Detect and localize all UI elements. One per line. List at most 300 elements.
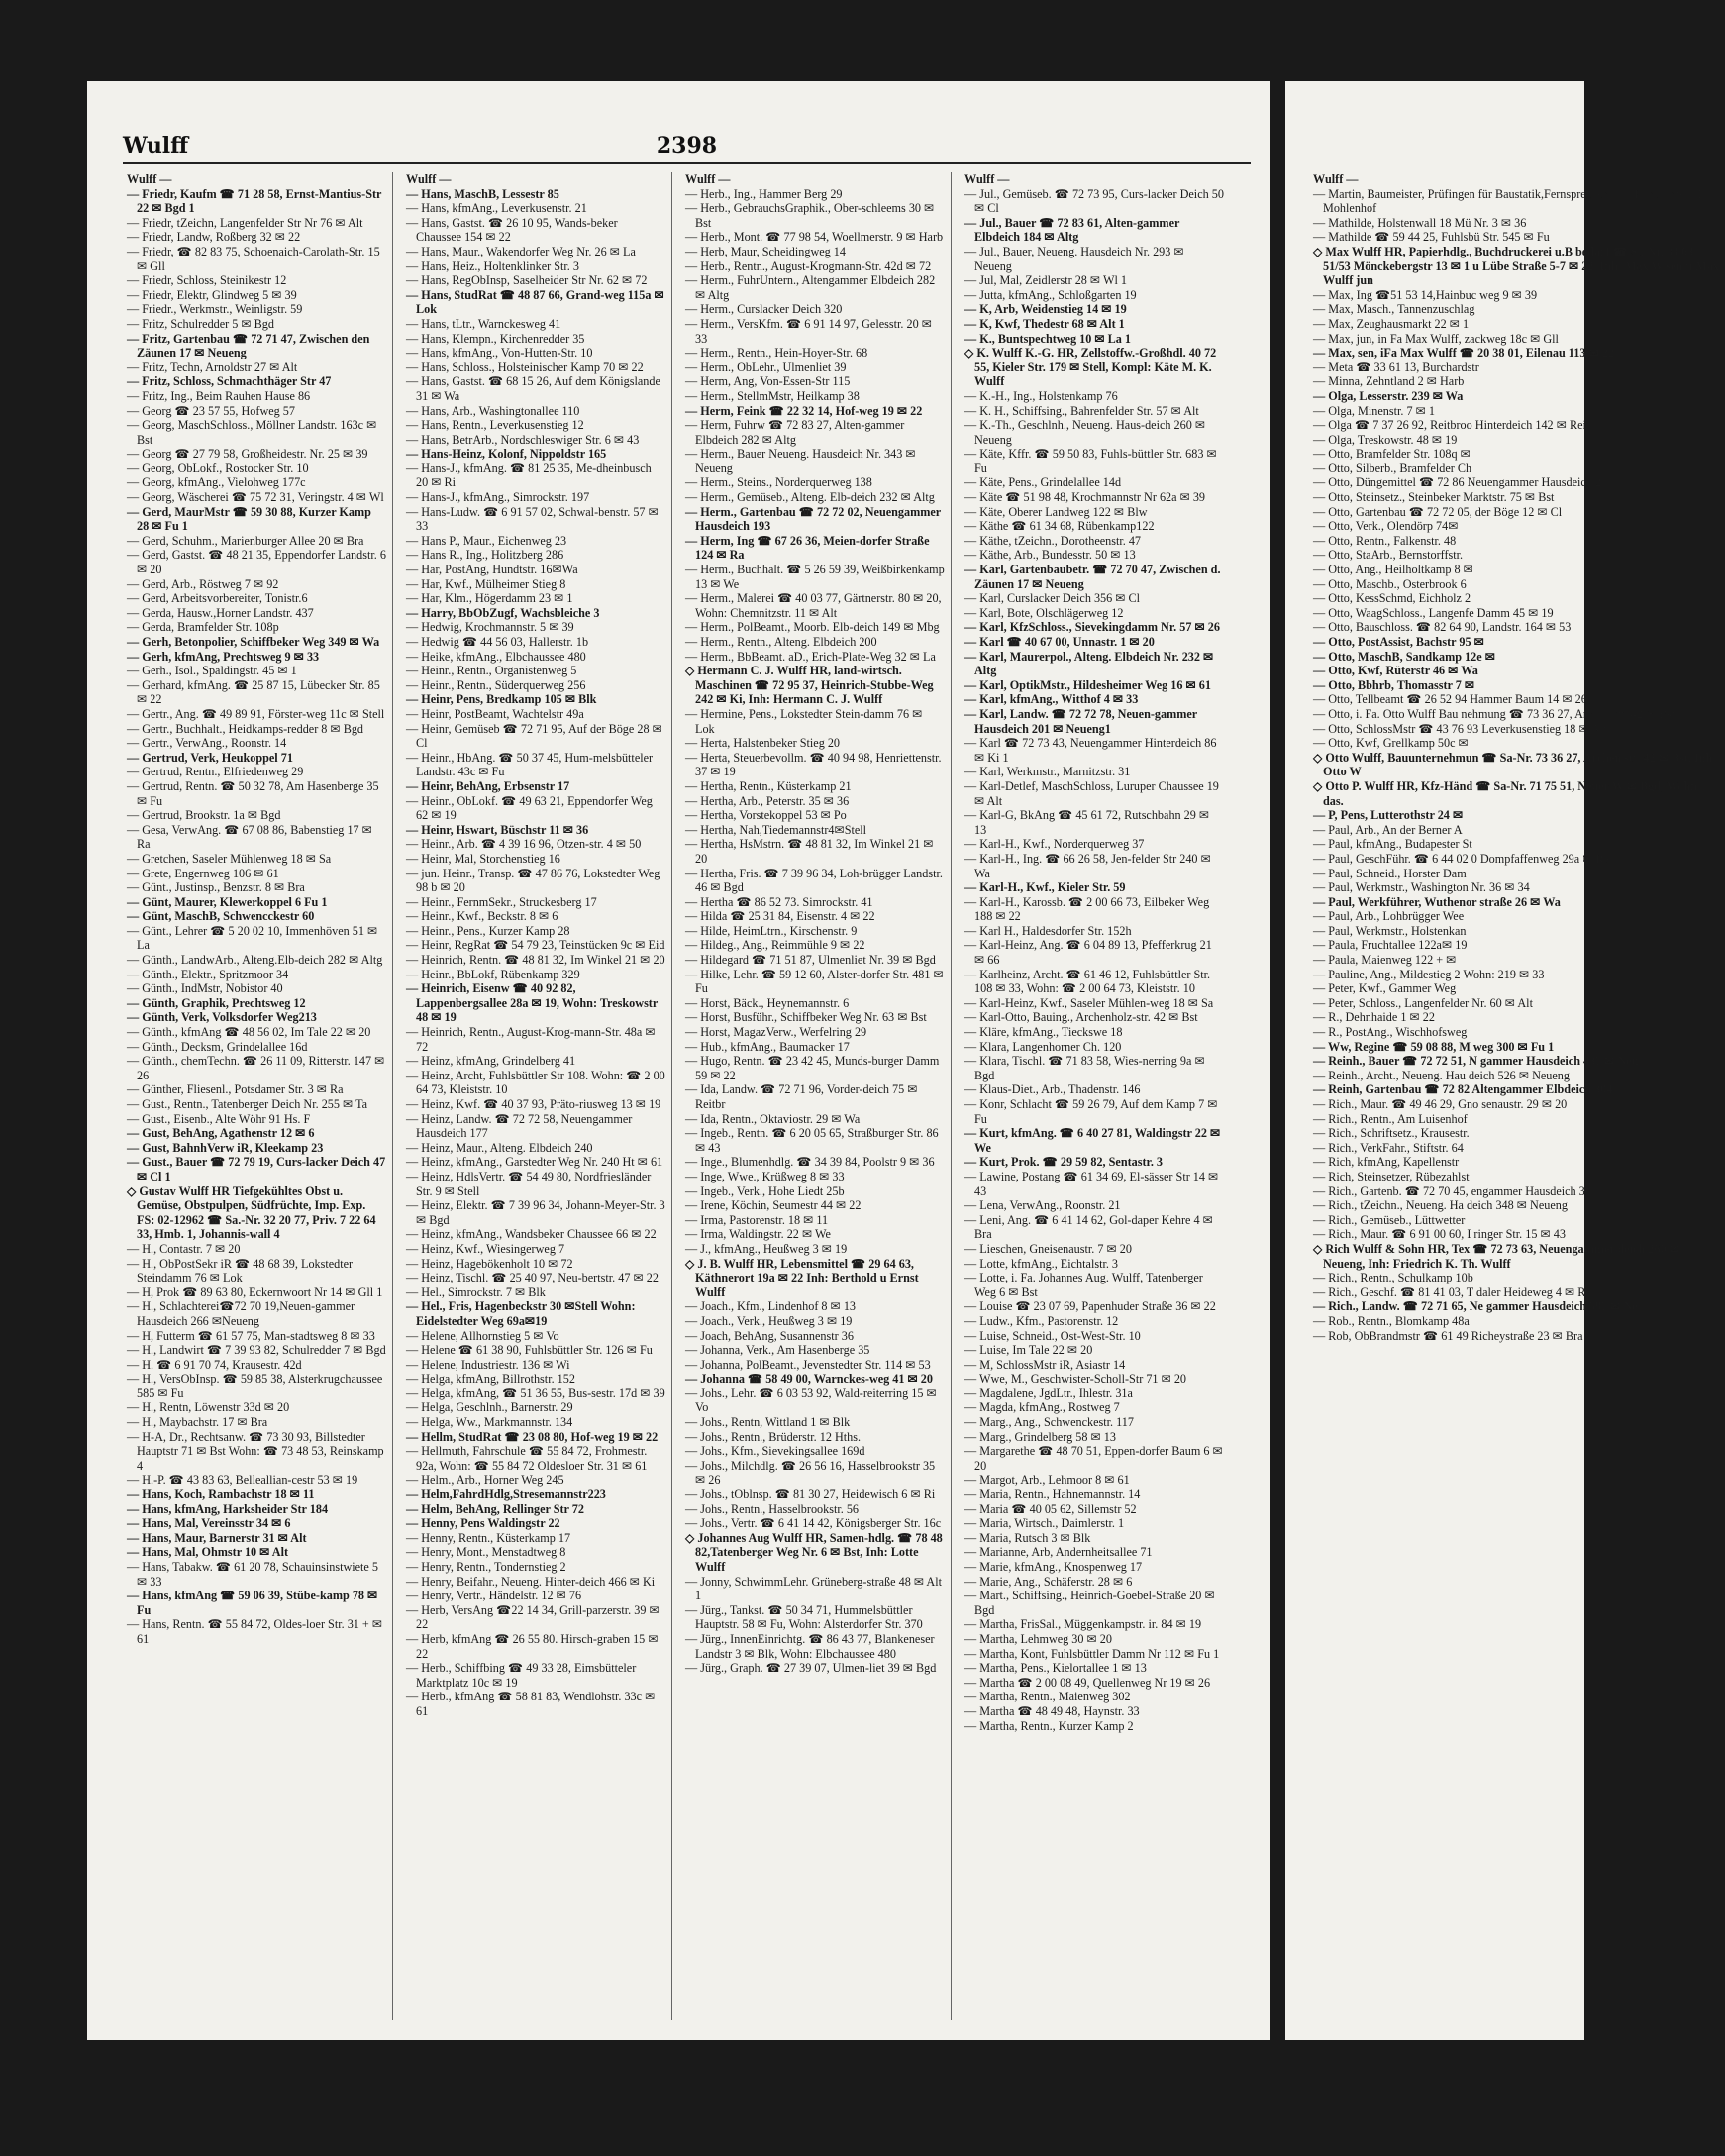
directory-entry: — Karl, kfmAng., Witthof 4 ✉ 33 bbox=[964, 692, 1139, 707]
directory-entry: — Gerd, Schuhm., Marienburger Allee 20 ✉ Bra bbox=[127, 533, 364, 548]
directory-entry: — Henny, Pens Waldingstr 22 bbox=[406, 1516, 560, 1531]
directory-entry: — Gretchen, Saseler Mühlenweg 18 ✉ Sa bbox=[127, 851, 332, 866]
directory-entry: — Paul, Arb., An der Berner A bbox=[1313, 822, 1463, 837]
directory-entry: — Har, Klm., Högerdamm 23 ✉ 1 bbox=[406, 591, 573, 606]
directory-entry: — Gerda, Hausw.,Horner Landstr. 437 bbox=[127, 605, 314, 620]
directory-entry: — Reinh., Bauer ☎ 72 72 51, N gammer Hausdeich 437 ✉ Neu bbox=[1313, 1054, 1639, 1069]
directory-entry: — Herm., Rentn., Hein-Hoyer-Str. 68 bbox=[685, 346, 868, 360]
directory-entry: — Günth., kfmAng ☎ 48 56 02, Im Tale 22 ✉ 20 bbox=[127, 1025, 371, 1040]
directory-entry: — Käte ☎ 51 98 48, Krochmannstr Nr 62a ✉ 39 bbox=[964, 490, 1206, 505]
directory-entry: — Martha, Pens., Kielortallee 1 ✉ 13 bbox=[964, 1661, 1147, 1676]
directory-entry: — Gertrud, Rentn., Elfriedenweg 29 bbox=[127, 765, 304, 779]
firm-entry: ◇ Gustav Wulff HR Tiefgekühltes Obst u. Gemüse, Obstpulpen, Südfrüchte, Imp. Exp. FS: 02-12962 ☎ Sa.-Nr. 32 20 77, Priv. 7 22 64 33, Hmb. 1, Johannis-wall 4 bbox=[127, 1183, 376, 1242]
directory-entry: — Helga, Geschlnh., Barnerstr. 29 bbox=[406, 1400, 573, 1415]
directory-entry: — Heinr., Rentn., Süderquerweg 256 bbox=[406, 677, 586, 692]
directory-entry: — Hans-Ludw. ☎ 6 91 57 02, Schwal-benstr. 57 ✉ 33 bbox=[406, 504, 659, 534]
directory-entry: — Marg., Ang., Schwenckestr. 117 bbox=[964, 1415, 1134, 1430]
directory-entry: — Jürg., Graph. ☎ 27 39 07, Ulmen-liet 39 ✉ Bgd bbox=[685, 1661, 937, 1676]
directory-entry: — Helene, Industriestr. 136 ✉ Wi bbox=[406, 1357, 570, 1372]
column-heading: Wulff — bbox=[406, 172, 452, 186]
directory-entry: — R., Dehnhaide 1 ✉ 22 bbox=[1313, 1010, 1435, 1025]
directory-entry: — Heinr, Mal, Storchenstieg 16 bbox=[406, 851, 560, 866]
directory-entry: — Karl-H., Karossb. ☎ 2 00 66 73, Eilbeker Weg 188 ✉ 22 bbox=[964, 894, 1210, 924]
directory-entry: — Joach., Kfm., Lindenhof 8 ✉ 13 bbox=[685, 1299, 857, 1314]
directory-entry: — Friedr, ☎ 82 83 75, Schoenaich-Carolath-Str. 15 ✉ Gll bbox=[127, 244, 380, 273]
directory-entry: — Hans, BetrArb., Nordschleswiger Str. 6 ✉ 43 bbox=[406, 432, 640, 447]
directory-entry: — Johanna ☎ 58 49 00, Warnckes-weg 41 ✉ 20 bbox=[685, 1372, 933, 1386]
directory-entry: — Karl, KfzSchloss., Sievekingdamm Nr. 57 ✉ 26 bbox=[964, 620, 1220, 635]
directory-entry: — Johs., Rentn., Brüderstr. 12 Hths. bbox=[685, 1429, 862, 1444]
directory-entry: — Olga, Minenstr. 7 ✉ 1 bbox=[1313, 403, 1435, 418]
directory-entry: — Max, Masch., Tannenzuschlag bbox=[1313, 302, 1475, 317]
directory-entry: — Herm., ObLehr., Ulmenliet 39 bbox=[685, 359, 847, 374]
directory-entry: — Günt., Lehrer ☎ 5 20 02 10, Immenhöven 51 ✉ La bbox=[127, 923, 378, 953]
directory-entry: — Friedr, Elektr, Glindweg 5 ✉ 39 bbox=[127, 287, 297, 302]
next-page-column bbox=[1309, 172, 1719, 2020]
directory-entry: — Hertha, Vorstekoppel 53 ✉ Po bbox=[685, 808, 847, 823]
directory-entry: — Hans, Arb., Washingtonallee 110 bbox=[406, 403, 580, 418]
directory-entry: — Pauline, Ang., Mildestieg 2 Wohn: 219 ✉ 33 bbox=[1313, 967, 1545, 981]
directory-entry: — Helene ☎ 61 38 90, Fuhlsbüttler Str. 126 ✉ Fu bbox=[406, 1343, 653, 1358]
directory-entry: — Gust., Bauer ☎ 72 79 19, Curs-lacker Deich 47 ✉ Cl 1 bbox=[127, 1155, 386, 1183]
directory-entry: — Hans, Tabakw. ☎ 61 20 78, Schauinsinstwiete 5 ✉ 33 bbox=[127, 1560, 378, 1589]
directory-entry: — J., kfmAng., Heußweg 3 ✉ 19 bbox=[685, 1241, 848, 1256]
directory-entry: — Heinrich, Rentn. ☎ 48 81 32, Im Winkel 21 ✉ 20 bbox=[406, 953, 665, 968]
directory-entry: — Hans, Klempn., Kirchenredder 35 bbox=[406, 331, 585, 346]
directory-entry: — Maria, Rutsch 3 ✉ Blk bbox=[964, 1530, 1091, 1545]
directory-entry: — Luise, Schneid., Ost-West-Str. 10 bbox=[964, 1328, 1141, 1343]
directory-entry: — Klara, Tischl. ☎ 71 83 58, Wies-nerring 9a ✉ Bgd bbox=[964, 1054, 1205, 1082]
directory-entry: — Heinr, Pens, Bredkamp 105 ✉ Blk bbox=[406, 692, 597, 707]
directory-entry: — Otto, Ang., Heilholtkamp 8 ✉ bbox=[1313, 563, 1473, 577]
directory-entry: — H., Schlachterei☎72 70 19,Neuen-gammer Hausdeich 266 ✉Neueng bbox=[127, 1299, 355, 1328]
directory-entry: — Günt., Justinsp., Benzstr. 8 ✉ Bra bbox=[127, 880, 305, 895]
directory-entry: — Heinz, kfmAng, Grindelberg 41 bbox=[406, 1054, 576, 1069]
directory-entry: — Marianne, Arb, Andernheitsallee 71 bbox=[964, 1545, 1153, 1560]
directory-entry: — Hellm, StudRat ☎ 23 08 80, Hof-weg 19 ✉ 22 bbox=[406, 1429, 659, 1444]
directory-column bbox=[402, 172, 672, 2020]
directory-entry: — Gust, BehAng, Agathenstr 12 ✉ 6 bbox=[127, 1126, 315, 1141]
directory-entry: — Mart., Schiffsing., Heinrich-Goebel-Straße 20 ✉ Bgd bbox=[964, 1589, 1215, 1617]
firm-entry: ◇ Max Wulff HR, Papierhdlg., Buchdruckerei u.B bedarf ☎ Sa-Nr. 33 63 51/53 Mönckebergstr 13 ✉ 1 u Lübe Straße 5-7 ✉ 22, Inh: Max W sen u Max Wulff jun bbox=[1313, 244, 1719, 288]
directory-entry: — Karl-Heinz, Kwf., Saseler Mühlen-weg 18 ✉ Sa bbox=[964, 995, 1214, 1010]
directory-entry: — Karl, OptikMstr., Hildesheimer Weg 16 ✉ 61 bbox=[964, 677, 1211, 692]
directory-entry: — Paula, Maienweg 122 + ✉ bbox=[1313, 953, 1457, 968]
directory-entry: — Johs., Lehr. ☎ 6 03 53 92, Wald-reiterring 15 ✉ Vo bbox=[685, 1386, 937, 1415]
directory-entry: — Karl-G, BkAng ☎ 45 61 72, Rutschbahn 29 ✉ 13 bbox=[964, 808, 1210, 837]
directory-entry: — Herb., Ing., Hammer Berg 29 bbox=[685, 186, 843, 201]
directory-entry: — Heinr, Hswart, Büschstr 11 ✉ 36 bbox=[406, 822, 589, 837]
directory-entry: — Rich., Schriftsetz., Krausestr. bbox=[1313, 1126, 1470, 1141]
directory-entry: — Helm, BehAng, Rellinger Str 72 bbox=[406, 1501, 584, 1516]
directory-entry: — Margarethe ☎ 48 70 51, Eppen-dorfer Baum 6 ✉ 20 bbox=[964, 1444, 1223, 1473]
directory-entry: — Reinh, Gartenbau ☎ 72 82 Altengammer Elbdeich 304 bbox=[1313, 1082, 1613, 1097]
directory-entry: — Rich., Maur. ☎ 49 46 29, Gno senaustr. 29 ✉ 20 bbox=[1313, 1097, 1568, 1111]
directory-entry: — Herb., Rentn., August-Krogmann-Str. 42d ✉ 72 bbox=[685, 258, 932, 273]
directory-entry: — Heinr, PostBeamt, Wachtelstr 49a bbox=[406, 706, 584, 721]
directory-entry: — Heinr., FernmSekr., Struckesberg 17 bbox=[406, 894, 597, 909]
page-number: 2398 bbox=[656, 133, 718, 158]
directory-entry: — Günth., Decksm, Grindelallee 16d bbox=[127, 1039, 308, 1054]
directory-entry: — H, Futterm ☎ 61 57 75, Man-stadtsweg 8 ✉ 33 bbox=[127, 1328, 375, 1343]
directory-entry: — Jürg., Tankst. ☎ 50 34 71, Hummelsbüttler Hauptstr. 58 ✉ Fu, Wohn: Alsterdorfer Str. 370 bbox=[685, 1602, 923, 1632]
directory-entry: — Hans, Rentn., Leverkusenstieg 12 bbox=[406, 418, 584, 433]
directory-entry: — Otto, i. Fa. Otto Wulff Bau nehmung ☎ 73 36 27, Archen str. 42 ✉ Bst bbox=[1313, 706, 1675, 721]
directory-column bbox=[123, 172, 393, 2020]
directory-entry: — Hildegard ☎ 71 51 87, Ulmenliet Nr. 39 ✉ Bgd bbox=[685, 953, 936, 968]
directory-entry: — K.-Th., Geschlnh., Neueng. Haus-deich 260 ✉ Neueng bbox=[964, 418, 1206, 447]
directory-entry: — Johs., Milchdlg. ☎ 26 56 16, Hasselbrookstr 35 ✉ 26 bbox=[685, 1458, 936, 1488]
directory-entry: — Lena, VerwAng., Roonstr. 21 bbox=[964, 1198, 1121, 1213]
directory-entry: — Otto, Silberb., Bramfelder Ch bbox=[1313, 461, 1472, 475]
directory-entry: — Rich., Gemüseb., Lüttwetter bbox=[1313, 1212, 1466, 1227]
directory-entry: — Heinz, Hagebökenholt 10 ✉ 72 bbox=[406, 1256, 573, 1271]
directory-entry: — Hans R., Ing., Holitzberg 286 bbox=[406, 548, 564, 563]
directory-entry: — Mathilde, Holstenwall 18 Mü Nr. 3 ✉ 36 bbox=[1313, 215, 1527, 230]
directory-entry: — Reinh., Archt., Neueng. Hau deich 526 ✉ Neueng bbox=[1313, 1068, 1570, 1082]
directory-entry: — Herta, Steuerbevollm. ☎ 40 94 98, Henriettenstr. 37 ✉ 19 bbox=[685, 750, 942, 779]
directory-entry: — Hans, Mal, Ohmstr 10 ✉ Alt bbox=[127, 1545, 289, 1560]
directory-entry: — Karl, Landw. ☎ 72 72 78, Neuen-gammer Hausdeich 201 ✉ Neueng1 bbox=[964, 706, 1198, 736]
directory-column bbox=[681, 172, 952, 2020]
directory-entry: — Käthe, tZeichn., Dorotheenstr. 47 bbox=[964, 533, 1142, 548]
directory-entry: — Gust, BahnhVerw iR, Kleekamp 23 bbox=[127, 1140, 324, 1155]
directory-entry: — Inge., Blumenhdlg. ☎ 34 39 84, Poolstr 9 ✉ 36 bbox=[685, 1155, 935, 1170]
firm-entry: ◇ Otto Wulff, Bauunternehmun ☎ Sa-Nr. 73 36 27, Archen str. 42 ✉ Bst, Inh: Otto W bbox=[1313, 750, 1717, 779]
directory-entry: — Hans-J., kfmAng., Simrockstr. 197 bbox=[406, 490, 590, 505]
directory-entry: — Karl-Detlef, MaschSchloss, Luruper Chaussee 19 ✉ Alt bbox=[964, 778, 1219, 808]
directory-entry: — Otto, Kwf, Grellkamp 50c ✉ bbox=[1313, 736, 1469, 751]
directory-entry: — Heinz, kfmAng., Wandsbeker Chaussee 66 ✉ 22 bbox=[406, 1227, 657, 1242]
directory-entry: — Karl-Otto, Bauing., Archenholz-str. 42 ✉ Bst bbox=[964, 1010, 1198, 1025]
directory-entry: — Friedr, Schloss, Steinikestr 12 bbox=[127, 273, 287, 288]
directory-entry: — Karl ☎ 72 73 43, Neuengammer Hinterdeich 86 ✉ Ki 1 bbox=[964, 736, 1217, 765]
directory-entry: — Hermine, Pens., Lokstedter Stein-damm 76 ✉ Lok bbox=[685, 706, 923, 736]
directory-entry: — H., VersObInsp. ☎ 59 85 38, Alsterkrugchaussee 585 ✉ Fu bbox=[127, 1372, 383, 1400]
directory-entry: — Henry, Beifahr., Neueng. Hinter-deich 466 ✉ Ki bbox=[406, 1574, 656, 1589]
directory-entry: — Jul., Bauer, Neueng. Hausdeich Nr. 293 ✉ Neueng bbox=[964, 244, 1184, 273]
directory-entry: — Heinr, Gemüseb ☎ 72 71 95, Auf der Böge 28 ✉ Cl bbox=[406, 721, 662, 751]
directory-entry: — Hertha, Nah,Tiedemannstr4✉Stell bbox=[685, 822, 867, 837]
directory-entry: — Johs., Vertr. ☎ 6 41 14 42, Königsberger Str. 16c bbox=[685, 1516, 942, 1531]
directory-entry: — Klaus-Diet., Arb., Thadenstr. 146 bbox=[964, 1082, 1141, 1097]
directory-entry: — Heinz, Landw. ☎ 72 72 58, Neuengammer Hausdeich 177 bbox=[406, 1111, 633, 1141]
directory-entry: — Fritz, Ing., Beim Rauhen Hause 86 bbox=[127, 388, 311, 403]
directory-entry: — Gerd, MaurMstr ☎ 59 30 88, Kurzer Kamp 28 ✉ Fu 1 bbox=[127, 504, 371, 534]
directory-entry: — Heinz, Archt, Fuhlsbüttler Str 108. Wohn: ☎ 2 00 64 73, Kleiststr. 10 bbox=[406, 1068, 665, 1097]
directory-entry: — Hans, Mal, Vereinsstr 34 ✉ 6 bbox=[127, 1516, 291, 1531]
directory-entry: — Otto, MaschB, Sandkamp 12e ✉ bbox=[1313, 649, 1495, 664]
directory-entry: — Martha ☎ 2 00 08 49, Quellenweg Nr 19 ✉ 26 bbox=[964, 1675, 1211, 1690]
directory-entry: — Klara, Langenhorner Ch. 120 bbox=[964, 1039, 1122, 1054]
firm-entry: ◇ Hermann C. J. Wulff HR, land-wirtsch. Maschinen ☎ 72 95 37, Heinrich-Stubbe-Weg 242 ✉ Ki, Inh: Hermann C. J. Wulff bbox=[685, 664, 934, 707]
directory-entry: — Hilde, HeimLtrn., Kirschenstr. 9 bbox=[685, 923, 858, 938]
firm-entry: ◇ K. Wulff K.-G. HR, Zellstoffw.-Großhdl. 40 72 55, Kieler Str. 179 ✉ Stell, Kompl: Käte M. K. Wulff bbox=[964, 346, 1217, 389]
directory-entry: — Georg, Wäscherei ☎ 75 72 31, Veringstr. 4 ✉ Wl bbox=[127, 490, 384, 505]
directory-entry: — Martha, Lehmweg 30 ✉ 20 bbox=[964, 1631, 1112, 1646]
directory-entry: — Günth., LandwArb., Alteng.Elb-deich 282 ✉ Altg bbox=[127, 953, 383, 968]
directory-entry: — Heinz, Kwf., Wiesingerweg 7 bbox=[406, 1241, 565, 1256]
directory-entry: — Friedr, Landw, Roßberg 32 ✉ 22 bbox=[127, 230, 301, 245]
directory-entry: — Hans P., Maur., Eichenweg 23 bbox=[406, 533, 567, 548]
directory-entry: — Paul, GeschFühr. ☎ 6 44 02 0 Dompfaffenweg 29a ✉ Ra bbox=[1313, 851, 1610, 866]
directory-entry: — Gerd, Gastst. ☎ 48 21 35, Eppendorfer Landstr. 6 ✉ 20 bbox=[127, 548, 386, 577]
directory-entry: — Otto, Rentn., Falkenstr. 48 bbox=[1313, 533, 1457, 548]
directory-entry: — Georg, MaschSchloss., Möllner Landstr. 163c ✉ Bst bbox=[127, 418, 377, 447]
directory-entry: — Irma, Pastorenstr. 18 ✉ 11 bbox=[685, 1212, 829, 1227]
directory-entry: — Friedr, tZeichn, Langenfelder Str Nr 76 ✉ Alt bbox=[127, 215, 363, 230]
directory-entry: — Otto, Verk., Olendörp 74✉ bbox=[1313, 519, 1459, 534]
column-heading: Wulff — bbox=[964, 172, 1010, 186]
directory-entry: — Marie, Ang., Schäferstr. 28 ✉ 6 bbox=[964, 1574, 1133, 1589]
directory-entry: — Jul., Gemüseb. ☎ 72 73 95, Curs-lacker Deich 50 ✉ Cl bbox=[964, 186, 1224, 216]
column-heading: Wulff — bbox=[127, 172, 172, 186]
directory-entry: — Louise ☎ 23 07 69, Papenhuder Straße 36 ✉ 22 bbox=[964, 1299, 1216, 1314]
directory-entry: — Helm., Arb., Horner Weg 245 bbox=[406, 1473, 564, 1488]
directory-entry: — Gust., Eisenb., Alte Wöhr 91 Hs. F bbox=[127, 1111, 311, 1126]
directory-column bbox=[1309, 172, 1725, 1343]
directory-entry: — Paul, kfmAng., Budapester St bbox=[1313, 837, 1472, 852]
directory-entry: — Maria, Rentn., Hahnemannstr. 14 bbox=[964, 1488, 1141, 1502]
directory-entry: — Heinrich, Eisenw ☎ 40 92 82, Lappenbergsallee 28a ✉ 19, Wohn: Treskowstr 48 ✉ 19 bbox=[406, 981, 659, 1025]
directory-entry: — Marg., Grindelberg 58 ✉ 13 bbox=[964, 1429, 1116, 1444]
directory-entry: — Heinr., BbLokf, Rübenkamp 329 bbox=[406, 967, 580, 981]
directory-entry: — Gertr., Ang. ☎ 49 89 91, Förster-weg 11c ✉ Stell bbox=[127, 706, 385, 721]
directory-entry: — Gertr., Buchhalt., Heidkamps-redder 8 ✉ Bgd bbox=[127, 721, 364, 736]
directory-entry: — Paul, Arb., Lohbrügger Wee bbox=[1313, 909, 1465, 924]
directory-entry: — Herb, kfmAng ☎ 26 55 80. Hirsch-graben 15 ✉ 22 bbox=[406, 1631, 659, 1661]
directory-entry: — Gerhard, kfmAng. ☎ 25 87 15, Lübecker Str. 85 ✉ 22 bbox=[127, 677, 380, 707]
directory-entry: — Helga, kfmAng, ☎ 51 36 55, Bus-sestr. 17d ✉ 39 bbox=[406, 1386, 665, 1400]
directory-entry: — H-A, Dr., Rechtsanw. ☎ 73 30 93, Billstedter Hauptstr 71 ✉ Bst Wohn: ☎ 73 48 53, Reinskamp 4 bbox=[127, 1429, 384, 1473]
directory-entry: — Mathilde ☎ 59 44 25, Fuhlsbü Str. 545 ✉ Fu bbox=[1313, 230, 1550, 245]
directory-entry: — Minna, Zehntland 2 ✉ Harb bbox=[1313, 374, 1465, 389]
directory-entry: — Karl, Gartenbaubetr. ☎ 72 70 47, Zwischen d. Zäunen 17 ✉ Neueng bbox=[964, 563, 1221, 591]
directory-entry: — Herm., BbBeamt. aD., Erich-Plate-Weg 32 ✉ La bbox=[685, 649, 936, 664]
directory-entry: — Magda, kfmAng., Rostweg 7 bbox=[964, 1400, 1120, 1415]
directory-entry: — Hans, kfmAng., Von-Hutten-Str. 10 bbox=[406, 346, 593, 360]
directory-entry: — Hans-J., kfmAng. ☎ 81 25 35, Me-dheinbusch 20 ✉ Ri bbox=[406, 461, 652, 490]
directory-entry: — Heinz, Kwf. ☎ 40 37 93, Präto-riusweg 13 ✉ 19 bbox=[406, 1097, 661, 1111]
directory-entry: — Heinz, Tischl. ☎ 25 40 97, Neu-bertstr. 47 ✉ 22 bbox=[406, 1271, 659, 1285]
directory-entry: — Hilke, Lehr. ☎ 59 12 60, Alster-dorfer Str. 481 ✉ Fu bbox=[685, 967, 944, 996]
directory-entry: — Helene, Allhornstieg 5 ✉ Vo bbox=[406, 1328, 559, 1343]
directory-entry: — Hans, kfmAng ☎ 59 06 39, Stübe-kamp 78 ✉ Fu bbox=[127, 1589, 378, 1617]
directory-entry: — Günth., Elektr., Spritzmoor 34 bbox=[127, 967, 289, 981]
directory-entry: — Johanna, PolBeamt., Jevenstedter Str. 114 ✉ 53 bbox=[685, 1357, 931, 1372]
directory-entry: — Hans, Koch, Rambachstr 18 ✉ 11 bbox=[127, 1488, 315, 1502]
directory-entry: — Kurt, kfmAng. ☎ 6 40 27 81, Waldingstr 22 ✉ We bbox=[964, 1126, 1221, 1155]
directory-entry: — Ingeb., Rentn. ☎ 6 20 05 65, Straßburger Str. 86 ✉ 43 bbox=[685, 1126, 939, 1155]
directory-entry: — H, Prok ☎ 89 63 80, Eckernwoort Nr 14 ✉ Gll 1 bbox=[127, 1284, 383, 1299]
directory-entry: — Horst, MagazVerw., Werfelring 29 bbox=[685, 1025, 867, 1040]
directory-entry: — Magdalene, JgdLtr., Ihlestr. 31a bbox=[964, 1386, 1133, 1400]
directory-entry: — Lotte, i. Fa. Johannes Aug. Wulff, Tatenberger Weg 6 ✉ Bst bbox=[964, 1271, 1203, 1299]
directory-entry: — Henry, Vertr., Händelstr. 12 ✉ 76 bbox=[406, 1589, 582, 1603]
directory-entry: — Hans, kfmAng., Leverkusenstr. 21 bbox=[406, 201, 587, 216]
directory-entry: — Max, jun, in Fa Max Wulff, zackweg 18c ✉ Gll bbox=[1313, 331, 1559, 346]
directory-entry: — Käthe ☎ 61 34 68, Rübenkamp122 bbox=[964, 519, 1155, 534]
directory-entry: — Gerh, kfmAng, Prechtsweg 9 ✉ 33 bbox=[127, 649, 320, 664]
directory-entry: — Herm., Steins., Norderquerweg 138 bbox=[685, 475, 872, 490]
directory-entry: — H., Rentn, Löwenstr 33d ✉ 20 bbox=[127, 1400, 290, 1415]
directory-entry: — Herm., Bauer Neueng. Hausdeich Nr. 343 ✉ Neueng bbox=[685, 447, 916, 475]
directory-entry: — Rich, kfmAng, Kapellenstr bbox=[1313, 1155, 1460, 1170]
directory-entry: — Johs., Rentn., Hasselbrookstr. 56 bbox=[685, 1501, 860, 1516]
directory-entry: — Kurt, Prok. ☎ 29 59 82, Sentastr. 3 bbox=[964, 1155, 1164, 1170]
directory-entry: — Ludw., Kfm., Pastorenstr. 12 bbox=[964, 1313, 1119, 1328]
directory-entry: — Hans, Gastst. ☎ 26 10 95, Wands-beker Chaussee 154 ✉ 22 bbox=[406, 215, 618, 245]
directory-entry: — Lawine, Postang ☎ 61 34 69, El-sässer Str 14 ✉ 43 bbox=[964, 1169, 1219, 1198]
directory-entry: — Herm., Malerei ☎ 40 03 77, Gärtnerstr. 80 ✉ 20, Wohn: Chemnitzstr. 11 ✉ Alt bbox=[685, 591, 942, 620]
directory-entry: — Konr, Schlacht ☎ 59 26 79, Auf dem Kamp 7 ✉ Fu bbox=[964, 1097, 1218, 1126]
directory-entry: — Irma, Waldingstr. 22 ✉ We bbox=[685, 1227, 831, 1242]
directory-entry: — Olga ☎ 7 37 26 92, Reitbroo Hinterdeich 142 ✉ Reitbr bbox=[1313, 418, 1600, 433]
directory-entry: — Hans, Schloss., Holsteinischer Kamp 70 ✉ 22 bbox=[406, 359, 644, 374]
directory-entry: — Rich, Steinsetzer, Rübezahlst bbox=[1313, 1169, 1470, 1183]
directory-entry: — Günt, Maurer, Klewerkoppel 6 Fu 1 bbox=[127, 894, 328, 909]
directory-entry: — Heinr., ObLokf. ☎ 49 63 21, Eppendorfer Weg 62 ✉ 19 bbox=[406, 793, 653, 823]
directory-entry: — jun. Heinr., Transp. ☎ 47 86 76, Lokstedter Weg 98 b ✉ 20 bbox=[406, 866, 660, 895]
directory-entry: — Hans-Heinz, Kolonf, Nippoldstr 165 bbox=[406, 447, 607, 462]
directory-entry: — Karlheinz, Archt. ☎ 61 46 12, Fuhlsbüttler Str. 108 ✉ 33, Wohn: ☎ 2 00 64 73, Kleiststr. 10 bbox=[964, 967, 1211, 996]
directory-entry: — Gerd, Arbeitsvorbereiter, Tonistr.6 bbox=[127, 591, 308, 606]
directory-entry: — Paul, Werkmstr., Holstenkan bbox=[1313, 923, 1467, 938]
directory-entry: — Otto, Maschb., Osterbrook 6 bbox=[1313, 576, 1467, 591]
directory-entry: — Hel., Simrockstr. 7 ✉ Blk bbox=[406, 1284, 546, 1299]
directory-entry: — Johs., Rentn, Wittland 1 ✉ Blk bbox=[685, 1415, 851, 1430]
directory-entry: — Karl, Curslacker Deich 356 ✉ Cl bbox=[964, 591, 1141, 606]
directory-entry: — Martha, FrisSal., Müggenkampstr. ir. 84 ✉ 19 bbox=[964, 1617, 1202, 1632]
directory-entry: — R., PostAng., Wischhofsweg bbox=[1313, 1025, 1468, 1040]
directory-entry: — Käte, Pens., Grindelallee 14d bbox=[964, 475, 1122, 490]
directory-entry: — Herb, Maur, Scheidingweg 14 bbox=[685, 244, 846, 258]
directory-entry: — Karl, Maurerpol., Alteng. Elbdeich Nr. 232 ✉ Altg bbox=[964, 649, 1214, 678]
directory-entry: — Hans, MaschB, Lessestr 85 bbox=[406, 186, 559, 201]
running-header bbox=[123, 133, 1251, 164]
directory-entry: — Karl-H., Kwf., Norderquerweg 37 bbox=[964, 837, 1145, 852]
directory-entry: — Martha, Rentn., Maienweg 302 bbox=[964, 1690, 1131, 1704]
firm-entry: ◇ Otto P. Wulff HR, Kfz-Händ ☎ Sa-Nr. 71 75 51, Neuer W ✉ Bgd, Wohn: das. bbox=[1313, 778, 1702, 808]
directory-columns bbox=[123, 172, 1251, 2020]
directory-entry: — Herm., Gartenbau ☎ 72 72 02, Neuengammer Hausdeich 193 bbox=[685, 504, 941, 534]
directory-entry: — Hedwig ☎ 44 56 03, Hallerstr. 1b bbox=[406, 635, 589, 649]
directory-entry: — Gesa, VerwAng. ☎ 67 08 86, Babenstieg 17 ✉ Ra bbox=[127, 822, 372, 852]
directory-entry: — Otto, Bbhrb, Thomasstr 7 ✉ bbox=[1313, 677, 1475, 692]
directory-entry: — Heinr., Rentn., Organistenweg 5 bbox=[406, 664, 577, 678]
directory-entry: — Otto, StaArb., Bernstorffstr. bbox=[1313, 548, 1464, 563]
directory-entry: — Kläre, kfmAng., Tieckswe 18 bbox=[964, 1025, 1123, 1040]
directory-entry: — Heinr., Arb. ☎ 4 39 16 96, Otzen-str. 4 ✉ 50 bbox=[406, 837, 642, 852]
directory-entry: — Hedwig, Krochmannstr. 5 ✉ 39 bbox=[406, 620, 574, 635]
directory-entry: — Heinz, kfmAng., Garstedter Weg Nr. 240 Ht ✉ 61 bbox=[406, 1155, 663, 1170]
directory-entry: — Karl ☎ 40 67 00, Unnastr. 1 ✉ 20 bbox=[964, 635, 1155, 649]
directory-entry: — Gertrud, Brookstr. 1a ✉ Bgd bbox=[127, 808, 281, 823]
directory-entry: — Georg ☎ 23 57 55, Hofweg 57 bbox=[127, 403, 295, 418]
directory-entry: — Gerh, Betonpolier, Schiffbeker Weg 349 ✉ Wa bbox=[127, 635, 380, 649]
directory-entry: — Rob., Rentn., Blomkamp 48a bbox=[1313, 1313, 1470, 1328]
directory-entry: — Herm, Ing ☎ 67 26 36, Meien-dorfer Straße 124 ✉ Ra bbox=[685, 533, 930, 563]
directory-entry: — Hertha, Rentn., Küsterkamp 21 bbox=[685, 778, 852, 793]
directory-entry: — Herb., kfmAng ☎ 58 81 83, Wendlohstr. 33c ✉ 61 bbox=[406, 1690, 656, 1718]
directory-entry: — Hildeg., Ang., Reimmühle 9 ✉ 22 bbox=[685, 938, 865, 953]
firm-entry: ◇ Johannes Aug Wulff HR, Samen-hdlg. ☎ 78 48 82,Tatenberger Weg Nr. 6 ✉ Bst, Inh: Lotte Wulff bbox=[685, 1530, 943, 1574]
directory-entry: — Har, PostAng, Hundtstr. 16✉Wa bbox=[406, 563, 578, 577]
directory-entry: — H., Landwirt ☎ 7 39 93 82, Schulredder 7 ✉ Bgd bbox=[127, 1343, 386, 1358]
directory-entry: — Fritz, Gartenbau ☎ 72 71 47, Zwischen den Zäunen 17 ✉ Neueng bbox=[127, 331, 370, 360]
directory-entry: — Johs., tOblnsp. ☎ 81 30 27, Heidewisch 6 ✉ Ri bbox=[685, 1488, 936, 1502]
directory-entry: — Herm., StellmMstr, Heilkamp 38 bbox=[685, 388, 860, 403]
directory-entry: — Günt, MaschB, Schwencckestr 60 bbox=[127, 909, 315, 924]
directory-entry: — Lieschen, Gneisenaustr. 7 ✉ 20 bbox=[964, 1241, 1132, 1256]
directory-entry: — Georg, ObLokf., Rostocker Str. 10 bbox=[127, 461, 309, 475]
directory-entry: — Olga, Lesserstr. 239 ✉ Wa bbox=[1313, 388, 1464, 403]
directory-entry: — Herm, Ang, Von-Essen-Str 115 bbox=[685, 374, 851, 389]
directory-entry: — Herm., PolBeamt., Moorb. Elb-deich 149 ✉ Mbg bbox=[685, 620, 940, 635]
directory-entry: — P, Pens, Lutterothstr 24 ✉ bbox=[1313, 808, 1464, 823]
directory-entry: — Helm,FahrdHdlg,Stresemannstr223 bbox=[406, 1488, 606, 1502]
directory-entry: — Heinrich, Rentn., August-Krog-mann-Str. 48a ✉ 72 bbox=[406, 1025, 656, 1054]
directory-entry: — Otto, SchlossMstr ☎ 43 76 93 Leverkusenstieg 18 ✉ Alt bbox=[1313, 721, 1607, 736]
directory-entry: — K.-H., Ing., Holstenkamp 76 bbox=[964, 388, 1118, 403]
directory-entry: — Herb., GebrauchsGraphik., Ober-schleems 30 ✉ Bst bbox=[685, 201, 935, 230]
directory-entry: — Karl H., Haldesdorfer Str. 152h bbox=[964, 923, 1132, 938]
directory-entry: — Otto, Gartenbau ☎ 72 72 05, der Böge 12 ✉ Cl bbox=[1313, 504, 1563, 519]
directory-entry: — Joach, BehAng, Susannenstr 36 bbox=[685, 1328, 854, 1343]
directory-entry: — Hertha, Fris. ☎ 7 39 96 34, Loh-brügger Landstr. 46 ✉ Bgd bbox=[685, 866, 943, 895]
directory-entry: — Rich., Rentn., Schulkamp 10b bbox=[1313, 1271, 1473, 1285]
directory-entry: — Hilda ☎ 25 31 84, Eisenstr. 4 ✉ 22 bbox=[685, 909, 875, 924]
directory-entry: — Peter, Kwf., Gammer Weg bbox=[1313, 981, 1457, 996]
directory-entry: — Gerh., Isol., Spaldingstr. 45 ✉ 1 bbox=[127, 664, 297, 678]
directory-entry: — Margot, Arb., Lehmoor 8 ✉ 61 bbox=[964, 1473, 1130, 1488]
directory-entry: — Martha, Kont, Fuhlsbüttler Damm Nr 112 ✉ Fu 1 bbox=[964, 1646, 1220, 1661]
directory-entry: — Henry, Rentn., Tondernstieg 2 bbox=[406, 1560, 566, 1574]
directory-entry: — Hans, Heiz., Holtenklinker Str. 3 bbox=[406, 258, 579, 273]
directory-entry: — Otto, KessSchmd, Eichholz 2 bbox=[1313, 591, 1471, 606]
directory-entry: — Johanna, Verk., Am Hasenberge 35 bbox=[685, 1343, 870, 1358]
directory-entry: — Rich., Geschf. ☎ 81 41 03, T daler Heideweg 4 ✉ Ri bbox=[1313, 1284, 1589, 1299]
directory-entry: — Horst, Busführ., Schiffbeker Weg Nr. 63 ✉ Bst bbox=[685, 1010, 927, 1025]
directory-entry: — Martha, Rentn., Kurzer Kamp 2 bbox=[964, 1718, 1134, 1733]
directory-entry: — Günth., IndMstr, Nobistor 40 bbox=[127, 981, 283, 996]
directory-entry: — Herb., Mont. ☎ 77 98 54, Woellmerstr. 9 ✉ Harb bbox=[685, 230, 944, 245]
directory-entry: — Heinr., HbAng. ☎ 50 37 45, Hum-melsbütteler Landstr. 43c ✉ Fu bbox=[406, 750, 654, 779]
header-surname: Wulff bbox=[123, 133, 189, 158]
directory-entry: — Heinr, RegRat ☎ 54 79 23, Teinstücken 9c ✉ Eid bbox=[406, 938, 665, 953]
directory-entry: — Heinz, HdlsVertr. ☎ 54 49 80, Nordfriesländer Str. 9 ✉ Stell bbox=[406, 1169, 652, 1198]
directory-entry: — Günther, Fliesenl., Potsdamer Str. 3 ✉ Ra bbox=[127, 1082, 344, 1097]
directory-entry: — Otto, Tellbeamt ☎ 26 52 94 Hammer Baum 14 ✉ 26 bbox=[1313, 692, 1587, 707]
directory-entry: — Günth, Verk, Volksdorfer Weg213 bbox=[127, 1010, 317, 1025]
directory-entry: — Käte, Oberer Landweg 122 ✉ Blw bbox=[964, 504, 1148, 519]
column-heading: Wulff — bbox=[1313, 172, 1359, 186]
directory-entry: — Herm., Gemüseb., Alteng. Elb-deich 232 ✉ Altg bbox=[685, 490, 935, 505]
directory-entry: — Jonny, SchwimmLehr. Grüneberg-straße 48 ✉ Alt 1 bbox=[685, 1574, 942, 1603]
directory-entry: — Herb, VersAng ☎22 14 34, Grill-parzerstr. 39 ✉ 22 bbox=[406, 1602, 660, 1632]
directory-entry: — H., Maybachstr. 17 ✉ Bra bbox=[127, 1415, 268, 1430]
directory-entry: — Herb., Schiffbing ☎ 49 33 28, Eimsbütteler Marktplatz 10c ✉ 19 bbox=[406, 1661, 637, 1690]
directory-entry: — Rich., tZeichn., Neueng. Ha deich 348 ✉ Neueng bbox=[1313, 1198, 1568, 1213]
directory-entry: — Luise, Im Tale 22 ✉ 20 bbox=[964, 1343, 1093, 1358]
directory-entry: — Wwe, M., Geschwister-Scholl-Str 71 ✉ 20 bbox=[964, 1372, 1187, 1386]
directory-entry: — Maria, Wirtsch., Daimlerstr. 1 bbox=[964, 1516, 1125, 1531]
directory-entry: — Hellmuth, Fahrschule ☎ 55 84 72, Frohmestr. 92a, Wohn: ☎ 55 84 72 Oldesloer Str. 31 ✉ 61 bbox=[406, 1444, 648, 1473]
directory-entry: — Maria ☎ 40 05 62, Sillemstr 52 bbox=[964, 1501, 1137, 1516]
directory-entry: — Karl, Werkmstr., Marnitzstr. 31 bbox=[964, 765, 1131, 779]
directory-entry: — Max, Ing ☎51 53 14,Hainbuc weg 9 ✉ 39 bbox=[1313, 287, 1538, 302]
directory-entry: — Joach., Verk., Heußweg 3 ✉ 19 bbox=[685, 1313, 853, 1328]
